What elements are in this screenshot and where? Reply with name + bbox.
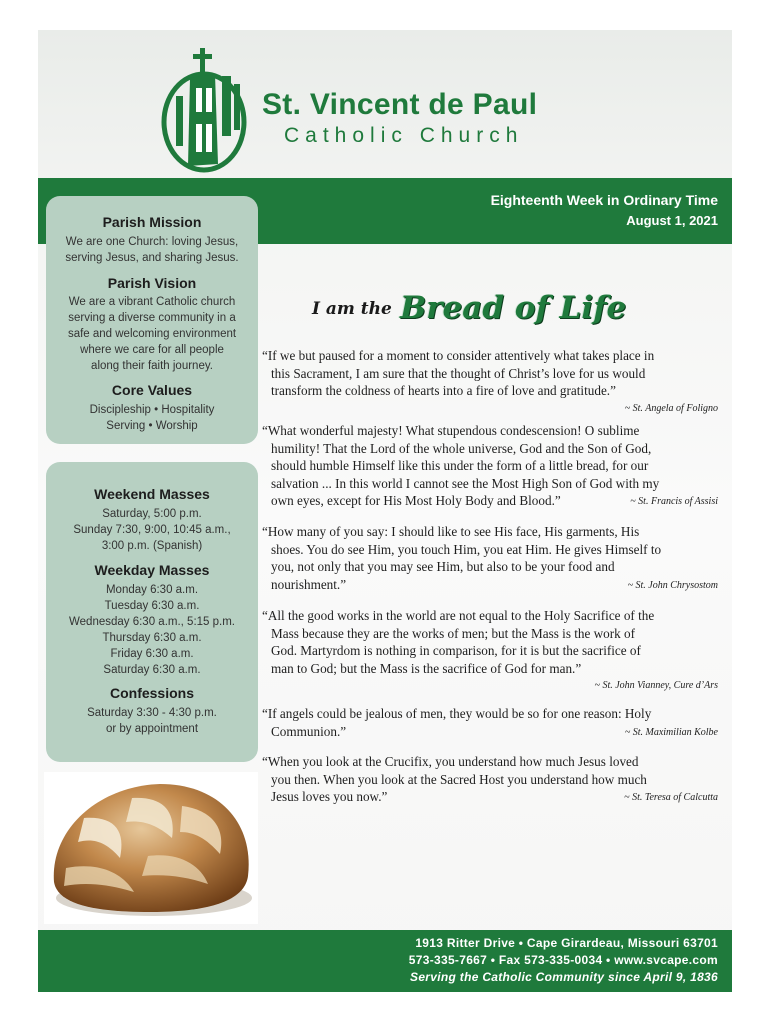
quote-teresa: “When you look at the Crucifix, you understand how much Jesus loved you then. When you look at the Sacred Host you understand how much Jesus loves you now.” ~ St. Teresa of Calcutta	[262, 753, 718, 807]
quote-kolbe: “If angels could be jealous of men, they would be so for one reason: Holy Communion.” ~ St. Maximilian Kolbe	[262, 705, 718, 741]
quote-vianney: “All the good works in the world are not equal to the Holy Sacrifice of the Mass because they are the works of men; but the Mass is the work of God. Martyrdom is nothing in comparison, for it is but the sacrifice of man to God; but the Mass is the sacrifice of God for man.” ~ St. John Vianney, Cure d’Ars	[262, 607, 718, 695]
title-prefix: I am the	[312, 299, 392, 319]
bread-loaf-photo	[44, 772, 258, 924]
core-values-text: Discipleship • Hospitality Serving • Worship	[89, 404, 215, 432]
quote-author: ~ St. Angela of Foligno	[624, 402, 718, 414]
core-values-heading: Core Values	[111, 382, 193, 398]
church-cross-logo-icon	[160, 44, 260, 174]
quote-angela: “If we but paused for a moment to consider attentively what takes place in this Sacrament, I am sure that the thought of Christ’s love for us would transform the coldness of hearts into a fire of love and gratitude.” ~ St. Angela of Foligno	[262, 347, 718, 417]
vision-heading: Parish Vision	[107, 275, 197, 291]
quote-author: ~ St. Teresa of Calcutta	[624, 792, 718, 803]
liturgical-week-title: Eighteenth Week in Ordinary Time	[490, 192, 718, 208]
mass-schedule-box	[46, 462, 258, 762]
parish-info-box	[46, 196, 258, 444]
vision-text: We are a vibrant Catholic church serving a diverse community in a safe and welcoming environment where we care for all people along their faith journey.	[67, 296, 237, 372]
weekday-masses-heading: Weekday Masses	[94, 562, 210, 578]
quote-francis: “What wonderful majesty! What stupendous condescension! O sublime humility! That the Lord of the whole universe, God and the Son of God, should humble Himself like this under the form of a little bread, for our salvation ... In this world I cannot see the Most High Son of God with my own eyes, except for His Most Holy Body and Blood.” ~ St. Francis of Assisi	[262, 422, 718, 511]
quote-author: ~ St. Francis of Assisi	[630, 496, 718, 507]
bulletin-date: August 1, 2021	[626, 213, 718, 228]
quote-author: ~ St. John Vianney, Cure d’Ars	[594, 680, 718, 691]
confessions-heading: Confessions	[109, 685, 194, 701]
weekend-masses-text: Saturday, 5:00 p.m. Sunday 7:30, 9:00, 10:45 a.m., 3:00 p.m. (Spanish)	[73, 508, 231, 552]
mission-text: We are one Church: loving Jesus, serving Jesus, and sharing Jesus.	[65, 236, 239, 264]
quote-chrysostom: “How many of you say: I should like to see His face, His garments, His shoes. You do see Him, you touch Him, you eat Him. He gives Himself to you, not only that you may see Him, but also to be your food and nourishment.” ~ St. John Chrysostom	[262, 523, 718, 594]
quote-author: ~ St. Maximilian Kolbe	[624, 726, 718, 738]
page-title	[312, 290, 627, 340]
footer-address: 1913 Ritter Drive • Cape Girardeau, Missouri 63701	[415, 936, 718, 950]
quote-author: ~ St. John Chrysostom	[627, 579, 718, 591]
church-subtitle: Catholic Church	[284, 124, 524, 147]
church-name: St. Vincent de Paul	[262, 88, 538, 121]
title-main: Bread of Life	[400, 290, 627, 326]
footer-tagline: Serving the Catholic Community since April 9, 1836	[410, 970, 718, 984]
mission-heading: Parish Mission	[102, 214, 202, 230]
confessions-text: Saturday 3:30 - 4:30 p.m. or by appointment	[87, 707, 217, 735]
weekend-masses-heading: Weekend Masses	[94, 486, 210, 502]
footer-contact: 573-335-7667 • Fax 573-335-0034 • www.svcape.com	[408, 953, 718, 967]
weekday-masses-text: Monday 6:30 a.m. Tuesday 6:30 a.m. Wednesday 6:30 a.m., 5:15 p.m. Thursday 6:30 a.m. Friday 6:30 a.m. Saturday 6:30 a.m.	[69, 584, 235, 676]
